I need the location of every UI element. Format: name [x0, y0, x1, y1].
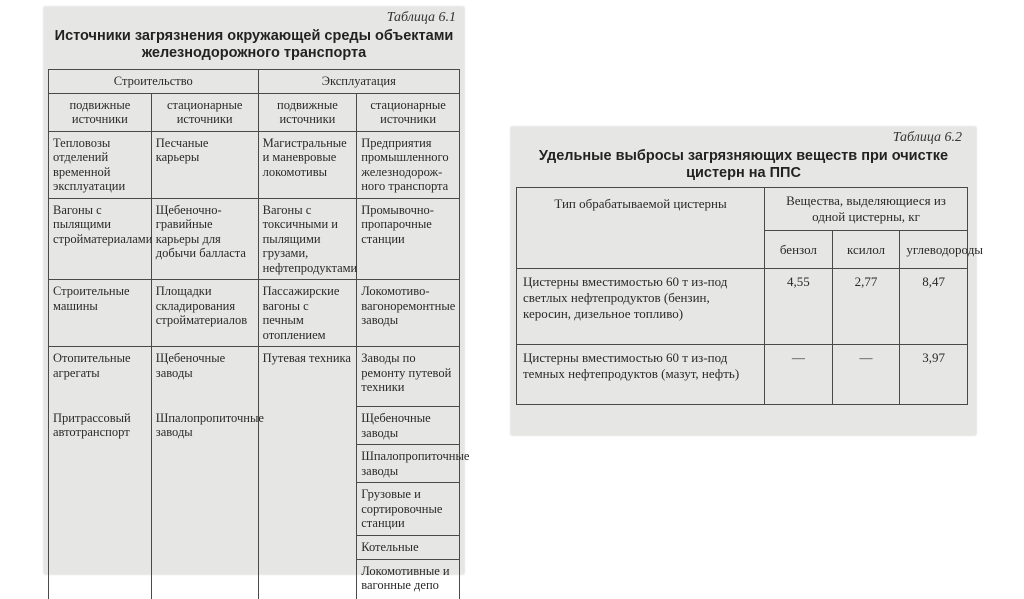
table-row	[49, 347, 460, 407]
tank-type-cell: Цистерны вместимостью 60 т из-под темных нефтепродуктов (мазут, нефть)	[517, 345, 765, 405]
table-cell	[258, 559, 357, 599]
table-cell	[151, 559, 258, 599]
table-cell: Щебеночные заводы	[357, 407, 460, 445]
table-cell: Шпалопропиточные заводы	[357, 445, 460, 483]
table-title-line: Источники загрязнения окружающей среды объектами	[54, 28, 454, 44]
table-cell: Магистральные и маневровые локомотивы	[258, 131, 357, 198]
header-tank-type: Тип обрабатываемой цистерны	[517, 188, 765, 269]
table-cell: Шпалопропиточные заводы	[151, 407, 258, 445]
table-cell	[49, 445, 152, 483]
group-header-operation: Эксплуатация	[258, 70, 459, 94]
table-cell: Промывочно-пропарочные станции	[357, 198, 460, 280]
table-header-row	[49, 70, 460, 94]
table-cell: Локомотиво-вагоноремонтные заводы	[357, 280, 460, 347]
group-header-construction: Строительство	[49, 70, 259, 94]
table-label: Таблица 6.2	[892, 130, 962, 145]
table-row	[49, 198, 460, 280]
table-cell: Тепловозы отделений временной эксплуатации	[49, 131, 152, 198]
table-cell: Отопительные агрегаты	[49, 347, 152, 407]
table-title-line: цистерн на ППС	[686, 165, 801, 181]
table-title-line: железнодорожного транспорта	[141, 45, 367, 61]
emissions-table	[516, 187, 984, 405]
table-cell	[258, 407, 357, 445]
table-cell: Вагоны с пылящими стройматериалами	[49, 198, 152, 280]
value-cell: 4,55	[765, 269, 833, 345]
table-cell	[151, 483, 258, 536]
value-cell: —	[832, 345, 900, 405]
table-cell	[49, 559, 152, 599]
table-cell: Грузовые и сортировочные станции	[357, 483, 460, 536]
table-row	[49, 131, 460, 198]
tank-type-cell: Цистерны вместимостью 60 т из-под светлых нефтепродуктов (бензин, керосин, дизельное топливо)	[517, 269, 765, 345]
table-row	[49, 535, 460, 559]
table-cell: Пассажирские вагоны с печным отоплением	[258, 280, 357, 347]
table-cell: Щебеночные заводы	[151, 347, 258, 407]
sub-header: подвижные источники	[49, 93, 152, 131]
table-cell	[258, 445, 357, 483]
table-cell	[151, 535, 258, 559]
table-header-row	[517, 188, 968, 231]
sub-header: стационарные источники	[151, 93, 258, 131]
table-cell	[258, 483, 357, 536]
table-cell	[49, 535, 152, 559]
table-cell: Предприятия промышленного железнодорожного транспорта	[357, 131, 460, 198]
table-title	[511, 148, 976, 182]
table-cell: Вагоны с токсичными и пылящими грузами, нефтепродуктами	[258, 198, 357, 280]
table-cell: Заводы по ремонту путевой техники	[357, 347, 460, 407]
table-cell: Площадки складирования стройматериалов	[151, 280, 258, 347]
table-subheader-row	[49, 93, 460, 131]
substance-header: углеводороды	[900, 231, 968, 269]
table-cell	[258, 535, 357, 559]
sub-header: стационарные источники	[357, 93, 460, 131]
pollution-sources-table	[48, 69, 470, 599]
table-row	[49, 407, 460, 445]
table-cell: Строительные машины	[49, 280, 152, 347]
table-6-1-scan	[44, 7, 470, 592]
value-cell: 2,77	[832, 269, 900, 345]
substance-header: ксилол	[832, 231, 900, 269]
table-cell: Котельные	[357, 535, 460, 559]
table-cell: Путевая техника	[258, 347, 357, 407]
substance-header: бензол	[765, 231, 833, 269]
table-row	[49, 280, 460, 347]
table-cell: Щебеночно-гравийные карьеры для добычи балласта	[151, 198, 258, 280]
table-cell	[49, 483, 152, 536]
sub-header: подвижные источники	[258, 93, 357, 131]
table-cell: Песчаные карьеры	[151, 131, 258, 198]
table-row	[517, 345, 968, 405]
table-row	[49, 559, 460, 599]
table-label: Таблица 6.1	[386, 10, 456, 25]
table-row	[517, 269, 968, 345]
table-cell: Локомотивные и вагонные депо	[357, 559, 460, 599]
table-title-line: Удельные выбросы загрязняющих веществ при очистке	[538, 148, 949, 164]
value-cell: 8,47	[900, 269, 968, 345]
value-cell: 3,97	[900, 345, 968, 405]
table-row	[49, 445, 460, 483]
table-row	[49, 483, 460, 536]
value-cell: —	[765, 345, 833, 405]
table-cell: Притрассовый автотранспорт	[49, 407, 152, 445]
table-title	[44, 28, 464, 62]
table-6-2-scan	[511, 127, 984, 435]
table-cell	[151, 445, 258, 483]
header-substances: Вещества, выделяющиеся из одной цистерны, кг	[765, 188, 968, 231]
